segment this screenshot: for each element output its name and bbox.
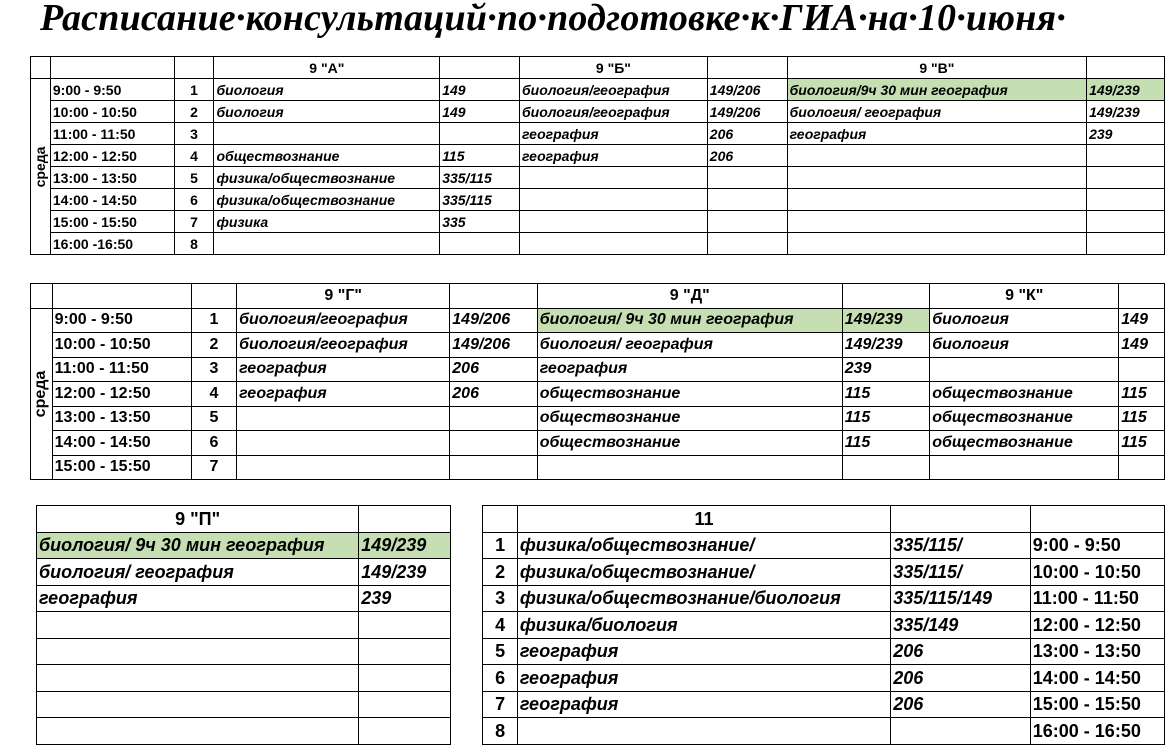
- subject-cell: география: [237, 382, 450, 407]
- lesson-number-cell: 1: [191, 308, 236, 333]
- subject-cell: география: [537, 357, 842, 382]
- lesson-number-cell: 7: [483, 691, 517, 718]
- gap-cell: [451, 691, 483, 718]
- subject-cell: [37, 638, 359, 665]
- time-cell: 13:00 - 13:50: [50, 167, 174, 189]
- subject-cell: [787, 145, 1086, 167]
- room-cell: [359, 638, 451, 665]
- time-header-cell: [52, 284, 191, 309]
- time-cell: 10:00 - 10:50: [1030, 559, 1164, 586]
- subject-cell: биология/география: [520, 101, 708, 123]
- subject-cell: обществознание: [537, 382, 842, 407]
- room-cell: 149/239: [1087, 79, 1165, 101]
- lesson-number-cell: 7: [174, 211, 214, 233]
- subject-cell: [214, 233, 440, 255]
- schedule-table-1: [30, 56, 1165, 255]
- subject-cell: [520, 167, 708, 189]
- lesson-number-cell: 3: [191, 357, 236, 382]
- subject-cell: [787, 211, 1086, 233]
- subject-cell: биология: [930, 308, 1119, 333]
- room-cell: 206: [450, 382, 537, 407]
- subject-cell: география: [787, 123, 1086, 145]
- table-row: [31, 333, 1165, 358]
- gap-cell: [451, 718, 483, 745]
- subject-cell: [520, 189, 708, 211]
- subject-cell: [930, 357, 1119, 382]
- table-row: [31, 431, 1165, 456]
- class-header: 11: [517, 506, 890, 533]
- room-cell: 335/115: [440, 167, 520, 189]
- lesson-number-cell: 5: [174, 167, 214, 189]
- room-header-cell: [842, 284, 929, 309]
- time-cell: 9:00 - 9:50: [1030, 532, 1164, 559]
- corner-cell: [31, 284, 53, 309]
- room-cell: 149/206: [450, 308, 537, 333]
- time-cell: 15:00 - 15:50: [1030, 691, 1164, 718]
- time-cell: 11:00 - 11:50: [50, 123, 174, 145]
- subject-cell: обществознание: [537, 406, 842, 431]
- table-row: [37, 585, 1165, 612]
- subject-cell: биология/география: [237, 333, 450, 358]
- room-cell: 335/115: [440, 189, 520, 211]
- header-row: [31, 57, 1165, 79]
- subject-cell: биология/ 9ч 30 мин география: [37, 532, 359, 559]
- table-row: [37, 665, 1165, 692]
- room-cell: 149: [1119, 308, 1165, 333]
- subject-cell: география: [520, 123, 708, 145]
- subject-cell: физика/обществознание/: [517, 559, 890, 586]
- gap-cell: [451, 506, 483, 533]
- lesson-number-cell: 3: [174, 123, 214, 145]
- class-header: 9 "Д": [537, 284, 842, 309]
- day-label-cell: [31, 308, 53, 480]
- subject-cell: [237, 406, 450, 431]
- room-cell: 149/239: [1087, 101, 1165, 123]
- subject-cell: обществознание: [930, 431, 1119, 456]
- subject-cell: физика: [214, 211, 440, 233]
- subject-cell: [237, 455, 450, 480]
- table-row: [31, 79, 1165, 101]
- time-cell: 14:00 - 14:50: [52, 431, 191, 456]
- room-cell: 149/239: [359, 559, 451, 586]
- time-cell: 12:00 - 12:50: [50, 145, 174, 167]
- room-cell: 335/115/: [891, 559, 1031, 586]
- room-header-cell: [891, 506, 1031, 533]
- lesson-number-cell: 3: [483, 585, 517, 612]
- table-row: [31, 123, 1165, 145]
- room-header-cell: [1119, 284, 1165, 309]
- lesson-number-cell: 6: [483, 665, 517, 692]
- room-header-cell: [450, 284, 537, 309]
- subject-cell: физика/обществознание: [214, 167, 440, 189]
- time-header-cell: [1030, 506, 1164, 533]
- room-cell: 149: [440, 79, 520, 101]
- room-cell: [359, 718, 451, 745]
- room-cell: 115: [842, 406, 929, 431]
- time-cell: 11:00 - 11:50: [1030, 585, 1164, 612]
- corner-cell: [31, 57, 51, 79]
- subject-cell: география: [517, 691, 890, 718]
- time-cell: 10:00 - 10:50: [50, 101, 174, 123]
- schedule-table-2: [30, 283, 1165, 480]
- subject-cell: физика/биология: [517, 612, 890, 639]
- gap-cell: [451, 585, 483, 612]
- room-cell: [1119, 357, 1165, 382]
- gap-cell: [451, 665, 483, 692]
- subject-cell: биология/география: [237, 308, 450, 333]
- table-row: [31, 406, 1165, 431]
- time-cell: 11:00 - 11:50: [52, 357, 191, 382]
- room-cell: 149/206: [707, 79, 787, 101]
- lesson-number-cell: 2: [191, 333, 236, 358]
- table-row: [31, 357, 1165, 382]
- subject-cell: [787, 189, 1086, 211]
- number-header-cell: [483, 506, 517, 533]
- subject-cell: география: [517, 665, 890, 692]
- table-row: [31, 233, 1165, 255]
- table-row: [37, 718, 1165, 745]
- subject-cell: физика/обществознание/: [517, 532, 890, 559]
- room-cell: [1087, 189, 1165, 211]
- room-cell: [450, 431, 537, 456]
- room-cell: [891, 718, 1031, 745]
- lesson-number-cell: 4: [174, 145, 214, 167]
- class-header: 9 "К": [930, 284, 1119, 309]
- time-cell: 12:00 - 12:50: [1030, 612, 1164, 639]
- subject-cell: физика/обществознание: [214, 189, 440, 211]
- room-cell: 149: [440, 101, 520, 123]
- room-cell: 335/115/149: [891, 585, 1031, 612]
- subject-cell: [520, 233, 708, 255]
- room-cell: 115: [440, 145, 520, 167]
- subject-cell: [787, 233, 1086, 255]
- time-cell: 13:00 - 13:50: [1030, 638, 1164, 665]
- gap-cell: [451, 612, 483, 639]
- lesson-number-cell: 5: [483, 638, 517, 665]
- subject-cell: [37, 691, 359, 718]
- room-cell: [707, 189, 787, 211]
- subject-cell: [37, 665, 359, 692]
- room-header-cell: [359, 506, 451, 533]
- subject-cell: биология: [214, 101, 440, 123]
- room-cell: 206: [891, 691, 1031, 718]
- gap-cell: [451, 559, 483, 586]
- room-cell: [450, 455, 537, 480]
- table-row: [31, 167, 1165, 189]
- subject-cell: [787, 167, 1086, 189]
- table-row: [31, 211, 1165, 233]
- room-cell: [842, 455, 929, 480]
- room-cell: 149/239: [842, 333, 929, 358]
- room-cell: 335: [440, 211, 520, 233]
- room-cell: [440, 233, 520, 255]
- room-cell: 206: [450, 357, 537, 382]
- subject-cell: биология/ география: [37, 559, 359, 586]
- subject-cell: [520, 211, 708, 233]
- time-header-cell: [50, 57, 174, 79]
- room-cell: [1087, 211, 1165, 233]
- lesson-number-cell: 5: [191, 406, 236, 431]
- lesson-number-cell: 1: [483, 532, 517, 559]
- time-cell: 15:00 - 15:50: [50, 211, 174, 233]
- room-cell: 239: [1087, 123, 1165, 145]
- time-cell: 12:00 - 12:50: [52, 382, 191, 407]
- lesson-number-cell: 2: [174, 101, 214, 123]
- subject-cell: география: [517, 638, 890, 665]
- room-cell: [1087, 167, 1165, 189]
- room-cell: 206: [891, 638, 1031, 665]
- lesson-number-cell: 6: [174, 189, 214, 211]
- table-row: [31, 455, 1165, 480]
- number-header-cell: [174, 57, 214, 79]
- header-row: [37, 506, 1165, 533]
- subject-cell: биология: [214, 79, 440, 101]
- lesson-number-cell: 8: [483, 718, 517, 745]
- table-row: [31, 382, 1165, 407]
- subject-cell: география: [237, 357, 450, 382]
- subject-cell: биология/9ч 30 мин география: [787, 79, 1086, 101]
- day-label-cell: [31, 79, 51, 255]
- room-cell: 206: [707, 123, 787, 145]
- subject-cell: география: [37, 585, 359, 612]
- time-cell: 14:00 - 14:50: [1030, 665, 1164, 692]
- time-cell: 16:00 -16:50: [50, 233, 174, 255]
- room-cell: [440, 123, 520, 145]
- lesson-number-cell: 8: [174, 233, 214, 255]
- subject-cell: обществознание: [214, 145, 440, 167]
- room-header-cell: [440, 57, 520, 79]
- room-cell: [1087, 145, 1165, 167]
- subject-cell: биология/ география: [537, 333, 842, 358]
- room-cell: [359, 612, 451, 639]
- lesson-number-cell: 4: [483, 612, 517, 639]
- class-header: 9 "В": [787, 57, 1086, 79]
- room-cell: 115: [1119, 382, 1165, 407]
- room-cell: [707, 167, 787, 189]
- subject-cell: [37, 612, 359, 639]
- table-row: [31, 189, 1165, 211]
- room-cell: 115: [842, 431, 929, 456]
- class-header: 9 "Б": [520, 57, 708, 79]
- subject-cell: биология/география: [520, 79, 708, 101]
- room-cell: 239: [842, 357, 929, 382]
- room-cell: 115: [1119, 406, 1165, 431]
- room-cell: [450, 406, 537, 431]
- subject-cell: [237, 431, 450, 456]
- gap-cell: [451, 638, 483, 665]
- room-cell: [707, 233, 787, 255]
- time-cell: 10:00 - 10:50: [52, 333, 191, 358]
- subject-cell: биология/ 9ч 30 мин география: [537, 308, 842, 333]
- class-header: 9 "П": [37, 506, 359, 533]
- subject-cell: [537, 455, 842, 480]
- lesson-number-cell: 2: [483, 559, 517, 586]
- header-row: [31, 284, 1165, 309]
- room-cell: 115: [1119, 431, 1165, 456]
- subject-cell: обществознание: [930, 406, 1119, 431]
- time-cell: 16:00 - 16:50: [1030, 718, 1164, 745]
- subject-cell: обществознание: [537, 431, 842, 456]
- time-cell: 13:00 - 13:50: [52, 406, 191, 431]
- table-row: [31, 101, 1165, 123]
- room-cell: 149/239: [842, 308, 929, 333]
- room-cell: 206: [891, 665, 1031, 692]
- room-cell: 115: [842, 382, 929, 407]
- table-row: [31, 308, 1165, 333]
- room-header-cell: [707, 57, 787, 79]
- room-cell: 335/115/: [891, 532, 1031, 559]
- table-row: [37, 559, 1165, 586]
- subject-cell: биология: [930, 333, 1119, 358]
- time-cell: 15:00 - 15:50: [52, 455, 191, 480]
- room-cell: [707, 211, 787, 233]
- lesson-number-cell: 6: [191, 431, 236, 456]
- table-row: [31, 145, 1165, 167]
- room-cell: 149/239: [359, 532, 451, 559]
- room-cell: [359, 691, 451, 718]
- room-cell: [1119, 455, 1165, 480]
- subject-cell: география: [520, 145, 708, 167]
- room-cell: 149/206: [707, 101, 787, 123]
- room-cell: 239: [359, 585, 451, 612]
- gap-cell: [451, 532, 483, 559]
- room-cell: 206: [707, 145, 787, 167]
- page-title: Расписание·консультаций·по·подготовке·к·ГИА·на·10·июня·: [40, 0, 1066, 39]
- room-cell: 335/149: [891, 612, 1031, 639]
- room-header-cell: [1087, 57, 1165, 79]
- room-cell: [359, 665, 451, 692]
- number-header-cell: [191, 284, 236, 309]
- day-label: среда: [32, 146, 49, 187]
- lesson-number-cell: 1: [174, 79, 214, 101]
- time-cell: 9:00 - 9:50: [52, 308, 191, 333]
- class-header: 9 "Г": [237, 284, 450, 309]
- table-row: [37, 691, 1165, 718]
- subject-cell: [214, 123, 440, 145]
- table-row: [37, 612, 1165, 639]
- lesson-number-cell: 4: [191, 382, 236, 407]
- subject-cell: обществознание: [930, 382, 1119, 407]
- subject-cell: [930, 455, 1119, 480]
- class-header: 9 "А": [214, 57, 440, 79]
- room-cell: [1087, 233, 1165, 255]
- subject-cell: [37, 718, 359, 745]
- room-cell: 149/206: [450, 333, 537, 358]
- schedule-table-3: [36, 505, 1165, 745]
- lesson-number-cell: 7: [191, 455, 236, 480]
- subject-cell: [517, 718, 890, 745]
- table-row: [37, 532, 1165, 559]
- time-cell: 9:00 - 9:50: [50, 79, 174, 101]
- table-row: [37, 638, 1165, 665]
- subject-cell: физика/обществознание/биология: [517, 585, 890, 612]
- subject-cell: биология/ география: [787, 101, 1086, 123]
- room-cell: 149: [1119, 333, 1165, 358]
- time-cell: 14:00 - 14:50: [50, 189, 174, 211]
- day-label: среда: [32, 370, 50, 418]
